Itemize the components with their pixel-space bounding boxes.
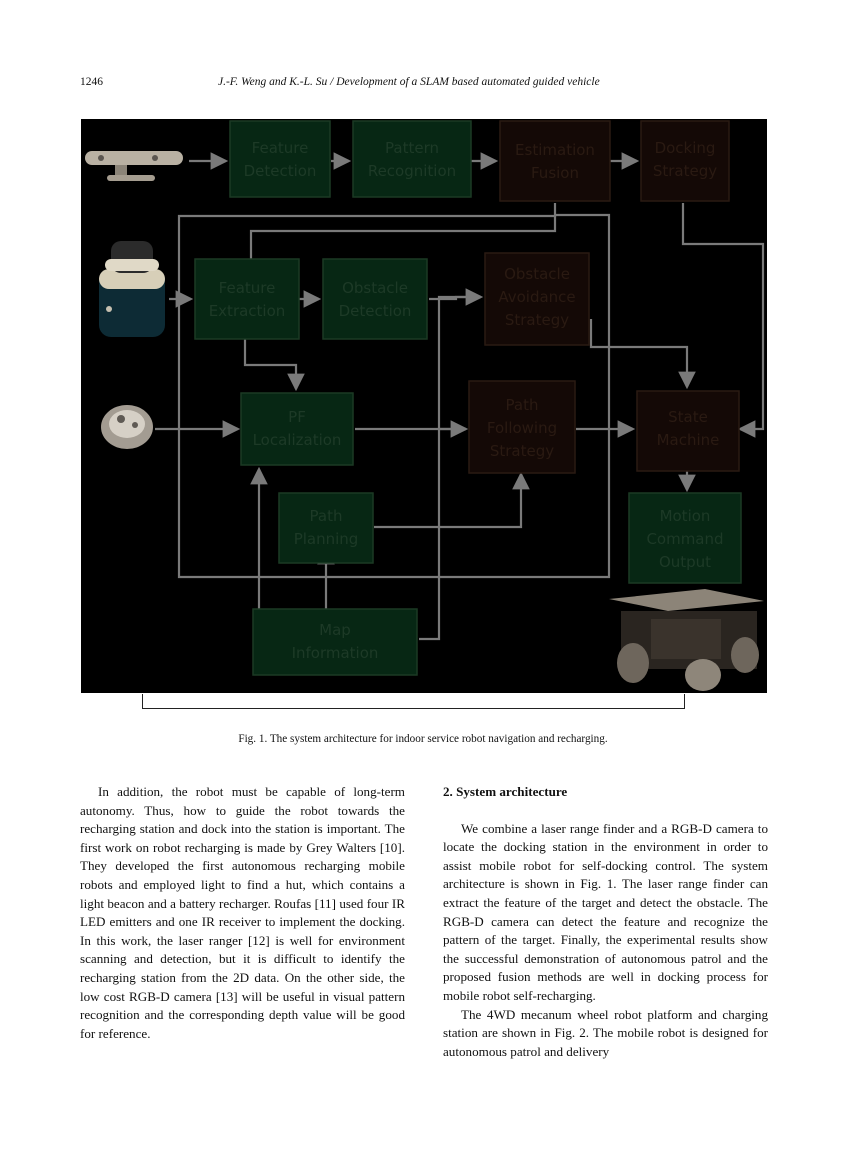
box-text: Extraction (208, 302, 286, 320)
box-text: Estimation (515, 141, 595, 159)
section-heading: 2. System architecture (443, 784, 568, 799)
system-architecture-paragraph: We combine a laser range finder and a RGB-D camera to locate the docking station in the environment in order to assist mobile robot for self-docking control. The system architecture is shown in Fig. 1. The laser range finder can extract the feature of the target and detect the obstacle. The RGB-D camera can detect the feature and recognize the pattern of the target. Finally, the experimental results show the successful demonstration of autonomous patrol and the proposed fusion methods are well in docking process for mobile robot self-recharging. (443, 820, 768, 1003)
box-text: Feature (251, 139, 309, 157)
page-number: 1246 (80, 76, 103, 88)
box-text: Fusion (531, 164, 579, 182)
robot-platform-paragraph: The 4WD mecanum wheel robot platform and charging station are shown in Fig. 2. The mobile robot is designed for autonomous patrol and delivery (443, 1006, 768, 1059)
robot-platform-icon (609, 589, 764, 691)
figure-1 (81, 119, 767, 693)
box-text: Map (319, 621, 351, 639)
box-text: Information (291, 644, 379, 662)
box-text: Localization (252, 431, 342, 449)
figure-bracket (142, 694, 685, 709)
running-head (80, 76, 768, 94)
box-feature-detection (230, 121, 330, 197)
box-text: PF (288, 408, 306, 426)
box-text: Detection (243, 162, 317, 180)
left-column (80, 783, 405, 1043)
box-text: Obstacle (342, 279, 408, 297)
box-text: Obstacle (504, 265, 570, 283)
box-text: Motion (659, 507, 711, 525)
box-text: Pattern (385, 139, 439, 157)
box-text: Feature (218, 279, 276, 297)
laser-range-finder-icon (99, 241, 165, 337)
box-text: Command (646, 530, 724, 548)
running-title: J.-F. Weng and K.-L. Su / Development of a SLAM based automated guided vehicle (218, 76, 600, 88)
architecture-diagram (81, 119, 767, 693)
figure-caption: Fig. 1. The system architecture for indoor service robot navigation and recharging. (238, 733, 608, 745)
box-text: Strategy (504, 311, 570, 329)
box-text: Strategy (652, 162, 718, 180)
box-path-planning (279, 493, 373, 563)
box-text: Output (658, 553, 712, 571)
box-state-machine (637, 391, 739, 471)
box-text: Path (309, 507, 343, 525)
right-column (443, 783, 768, 1061)
rgbd-camera-icon (85, 151, 183, 181)
svg-text:ObstacleAvoidanceStrategy (498, 265, 575, 329)
box-text: Strategy (489, 442, 555, 460)
box-map-information (253, 609, 417, 675)
intro-paragraph: In addition, the robot must be capable of long-term autonomy. Thus, how to guide the robot towards the recharging station and dock into the station is important. The first work on robot recharging is made by Grey Walters [10]. They developed the first autonomous recharging mobile robots and employed light to find a hut, which contains a light beacon and a battery recharger. Roufas [11] used four IR LED emitters and one IR receiver to implement the docking. In this work, the laser ranger [12] is well for environment scanning and detection, but it is difficult to identify the recharging station from the 2D data. On the other side, the low cost RGB-D camera [13] will be useful in visual pattern recognition and the corresponding depth value will be good for reference. (80, 784, 405, 1041)
box-pattern-recognition (353, 121, 471, 197)
box-docking-strategy (641, 121, 729, 201)
box-text: Recognition (367, 162, 457, 180)
box-estimation-fusion (500, 121, 610, 201)
box-path-following-strategy (469, 381, 575, 473)
box-motion-command-output (629, 493, 741, 583)
box-pf-localization (241, 393, 353, 465)
box-text: Docking (654, 139, 716, 157)
box-obstacle-avoidance-strategy (485, 253, 589, 345)
box-text: Path (505, 396, 539, 414)
box-text: Avoidance (498, 288, 576, 306)
box-text: Planning (293, 530, 359, 548)
box-obstacle-detection (323, 259, 427, 339)
imu-sensor-icon (101, 405, 153, 449)
box-text: State (668, 408, 708, 426)
box-feature-extraction (195, 259, 299, 339)
box-text: Machine (656, 431, 720, 449)
box-text: Detection (338, 302, 412, 320)
box-text: Following (486, 419, 558, 437)
